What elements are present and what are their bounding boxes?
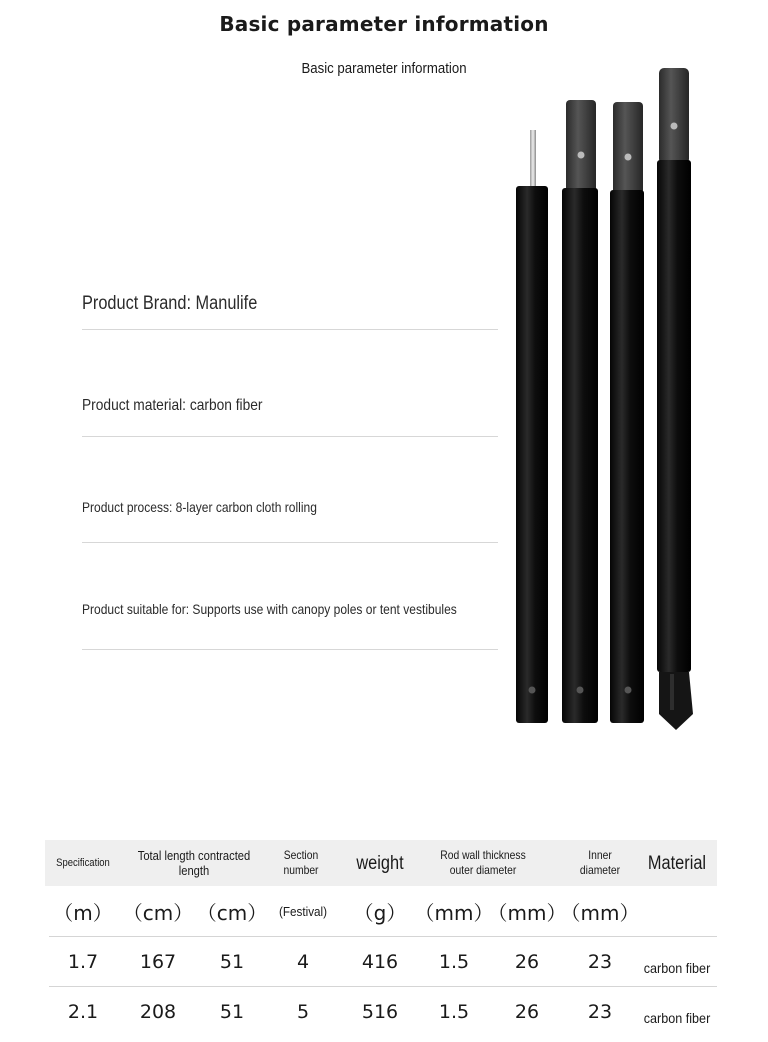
- unit-cell: （g）: [353, 900, 407, 925]
- cell-weight: 516: [361, 1000, 399, 1023]
- cell-total-length: 208: [139, 1000, 177, 1023]
- unit-cell: （m）: [53, 900, 113, 925]
- spec-table: [45, 840, 717, 1036]
- table-row: [49, 986, 717, 1036]
- cell-inner-diameter: 23: [587, 1000, 613, 1023]
- param-material: Product material: carbon fiber: [82, 397, 263, 414]
- cell-section-number: 4: [296, 950, 310, 973]
- page-subtitle: Basic parameter information: [301, 60, 467, 77]
- unit-cell: （mm）: [487, 900, 567, 925]
- divider: [82, 542, 498, 543]
- header-section-number: Section number: [283, 848, 319, 877]
- cell-outer-diameter: 26: [514, 1000, 540, 1023]
- pole-section-connector-1: [562, 100, 598, 723]
- unit-cell: （mm）: [560, 900, 640, 925]
- cell-outer-diameter: 26: [514, 950, 540, 973]
- header-specification: Specification: [56, 856, 110, 869]
- table-row: [49, 936, 717, 986]
- unit-cell: [637, 886, 717, 936]
- unit-cell: （cm）: [122, 900, 194, 925]
- cell-material: carbon fiber: [643, 1009, 711, 1026]
- cell-inner-diameter: 23: [587, 950, 613, 973]
- header-inner-diameter: Inner diameter: [579, 848, 621, 877]
- cell-wall-thickness: 1.5: [438, 950, 470, 973]
- cell-wall-thickness: 1.5: [438, 1000, 470, 1023]
- unit-cell: （mm）: [414, 900, 494, 925]
- cell-section-number: 5: [296, 1000, 310, 1023]
- divider: [82, 436, 498, 437]
- pole-section-spike-bottom: [657, 68, 693, 730]
- cell-material: carbon fiber: [643, 959, 711, 976]
- header-rod-wall: Rod wall thickness outer diameter: [440, 848, 526, 877]
- product-image: [500, 60, 710, 740]
- cell-contracted-length: 51: [219, 950, 245, 973]
- divider: [82, 329, 498, 330]
- unit-cell: (Festival): [278, 903, 328, 919]
- cell-contracted-length: 51: [219, 1000, 245, 1023]
- param-process: Product process: 8-layer carbon cloth rolling: [82, 499, 317, 515]
- table-units-row: [45, 886, 717, 936]
- table-header-row: [45, 840, 717, 886]
- param-suitable-for: Product suitable for: Supports use with canopy poles or tent vestibules: [82, 601, 457, 617]
- cell-weight: 416: [361, 950, 399, 973]
- pole-section-connector-2: [610, 102, 644, 723]
- header-material: Material: [647, 852, 707, 874]
- param-brand: Product Brand: Manulife: [82, 293, 258, 314]
- unit-cell: （cm）: [196, 900, 268, 925]
- header-weight: weight: [356, 852, 404, 874]
- page-title: Basic parameter information: [219, 12, 549, 36]
- cell-specification: 2.1: [67, 1000, 99, 1023]
- pole-section-pin-top: [516, 130, 548, 723]
- header-total-length: Total length contracted length: [137, 848, 251, 878]
- divider: [82, 649, 498, 650]
- cell-total-length: 167: [139, 950, 177, 973]
- cell-specification: 1.7: [67, 950, 99, 973]
